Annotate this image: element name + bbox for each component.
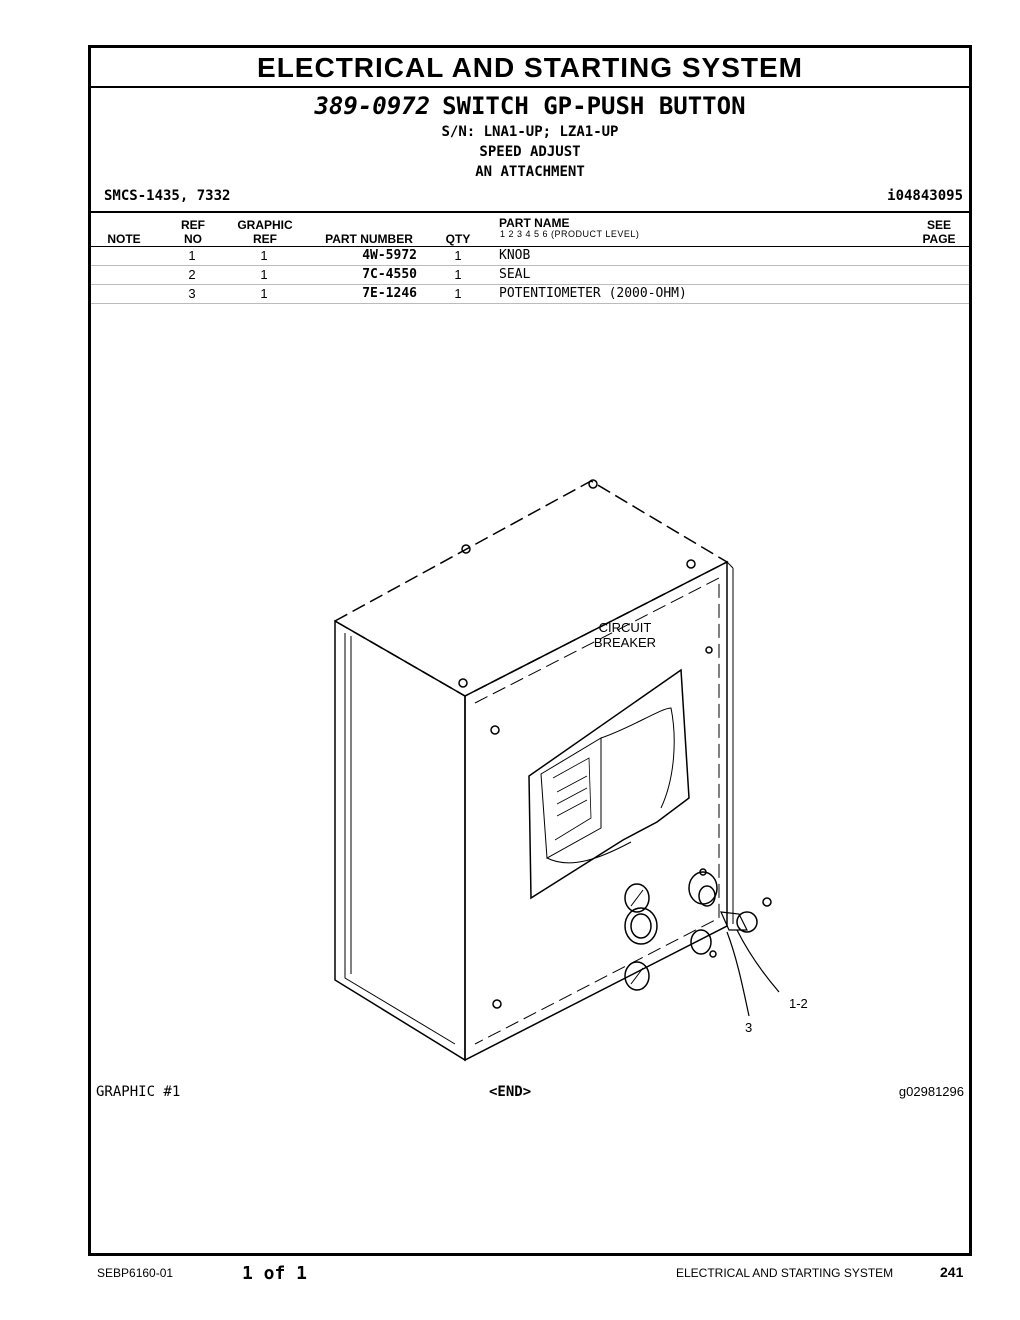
quantity: 1: [454, 267, 462, 282]
quantity: 1: [454, 248, 462, 263]
callout-3: 3: [745, 1020, 753, 1035]
group-part-title: SWITCH GP-PUSH BUTTON: [442, 92, 746, 120]
section-title-bar: [91, 48, 969, 88]
col-header-ref-1: REF: [181, 218, 205, 232]
circuit-breaker-block: [541, 738, 601, 858]
part-name: POTENTIOMETER (2000-OHM): [499, 286, 687, 301]
group-part-number: 389-0972: [314, 92, 431, 120]
table-row: [91, 247, 969, 266]
smcs-code: SMCS-1435, 7332: [104, 188, 231, 204]
graphic-ref: 1: [260, 286, 268, 301]
part-heading: [91, 92, 969, 120]
enclosure-left-face: [335, 621, 465, 1060]
callout-leader-3: [727, 932, 749, 1016]
description-line-1: SPEED ADJUST: [479, 144, 581, 160]
col-header-ref-2: NO: [184, 232, 202, 246]
enclosure-illustration: [331, 478, 811, 1078]
col-header-see-1: SEE: [926, 218, 951, 232]
product-level-scale: 1 2 3 4 5 6 (PRODUCT LEVEL): [500, 229, 640, 239]
page-frame: [88, 45, 972, 1256]
col-header-graphic-1: GRAPHIC: [237, 218, 293, 232]
enclosure-top-face: [335, 481, 727, 696]
part-number: 7C-4550: [362, 267, 417, 282]
table-top-rule: [91, 211, 969, 213]
page-number: 241: [940, 1264, 964, 1280]
col-header-qty: QTY: [445, 232, 471, 246]
doc-number: SEBP6160-01: [97, 1266, 174, 1280]
graphic-label: GRAPHIC #1: [96, 1084, 181, 1100]
col-header-note: NOTE: [107, 232, 141, 246]
end-marker: <END>: [489, 1084, 532, 1100]
col-header-see-2: PAGE: [922, 232, 956, 246]
col-header-part-number: PART NUMBER: [325, 232, 413, 246]
ref-no: 3: [188, 286, 196, 301]
part-name: KNOB: [499, 248, 531, 263]
circuit-breaker-label-2: BREAKER: [593, 635, 657, 650]
row-divider: [91, 303, 969, 304]
section-title: ELECTRICAL AND STARTING SYSTEM: [257, 52, 803, 83]
small-knob: [691, 930, 711, 954]
circuit-breaker-label-1: CIRCUIT: [598, 620, 652, 635]
part-number: 7E-1246: [362, 286, 417, 301]
ref-no: 1: [188, 248, 196, 263]
graphic-ref: 1: [260, 267, 268, 282]
table-row: [91, 266, 969, 285]
col-header-graphic-2: REF: [253, 232, 277, 246]
table-row: [91, 285, 969, 304]
circuit-breaker-panel: [529, 670, 689, 898]
callout-1-2: 1-2: [789, 996, 808, 1011]
quantity: 1: [454, 286, 462, 301]
col-header-part-name: PART NAME: [499, 216, 570, 230]
footer-section: ELECTRICAL AND STARTING SYSTEM: [676, 1266, 894, 1280]
description-line-2: AN ATTACHMENT: [475, 164, 585, 180]
part-name: SEAL: [499, 267, 531, 282]
graphic-ref: 1: [260, 248, 268, 263]
page-of: 1 of 1: [242, 1263, 308, 1284]
info-reference: i04843095: [887, 188, 963, 204]
ref-no: 2: [188, 267, 196, 282]
callout-leader-1-2: [737, 930, 779, 992]
serial-line: S/N: LNA1-UP; LZA1-UP: [441, 124, 619, 140]
graphic-id: g02981296: [898, 1084, 964, 1099]
part-number: 4W-5972: [362, 248, 417, 263]
